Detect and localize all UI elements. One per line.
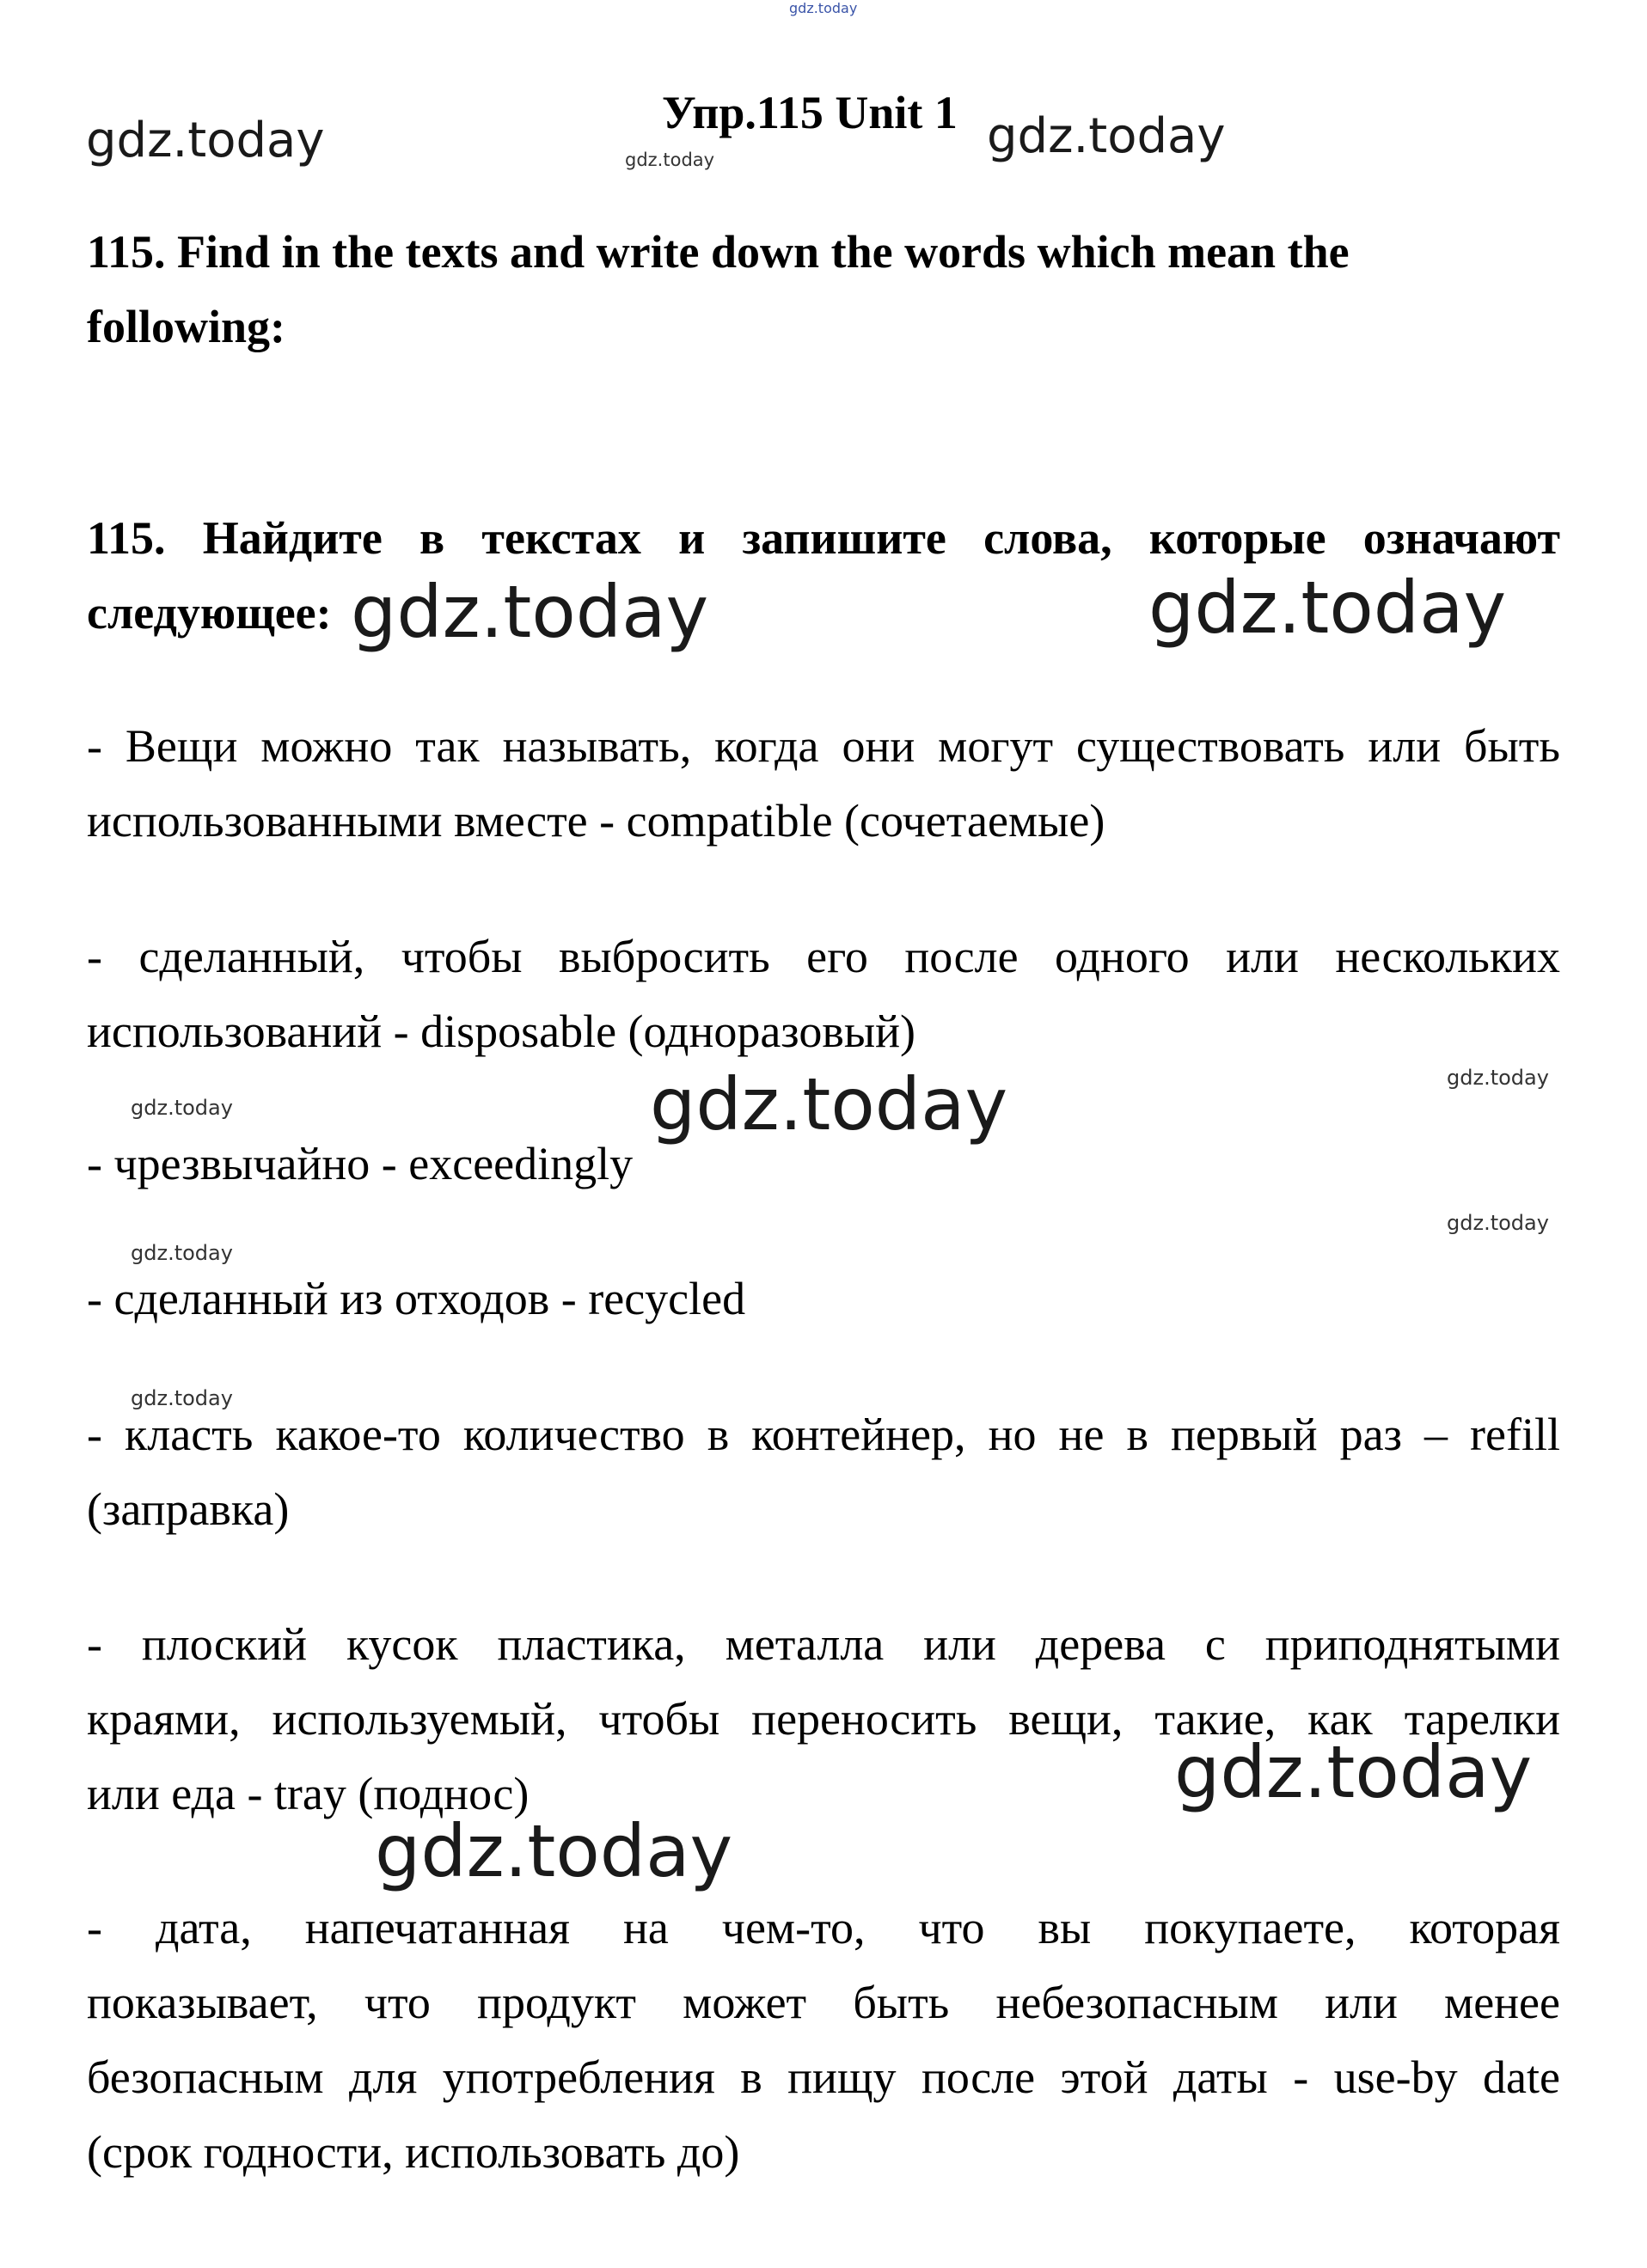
watermark: gdz.today [131,1386,233,1410]
list-item-line: использованными вместе - compatible (сочетаемые) [87,795,1105,847]
list-item [87,1262,1560,1336]
list-item-line: - сделанный из отходов - recycled [87,1273,746,1324]
list-item-line: использований - disposable (одноразовый) [87,1006,915,1057]
list-item-line: или еда - tray (поднос) [87,1768,530,1819]
task-russian [87,501,1560,654]
task-english [87,215,1560,364]
task-english-line: 115. Find in the texts and write down the words which mean the [87,226,1350,278]
list-item-line: безопасным для употребления в пищу после этой даты - use-by date [87,2051,1560,2103]
watermark: gdz.today [1148,565,1507,650]
watermark: gdz.today [131,1096,233,1120]
page-title: Упр.115 Unit 1 [662,87,958,138]
watermark: gdz.today [625,150,715,170]
list-item [87,1607,1560,1831]
list-item-line: показывает, что продукт может быть небезопасным или менее [87,1977,1560,2028]
list-item-line: (срок годности, использовать до) [87,2126,740,2178]
task-russian-line: 115. Найдите в текстах и запишите слова, которые означают [87,512,1560,564]
list-item-line: краями, используемый, чтобы переносить вещи, такие, как тарелки [87,1693,1560,1745]
list-item [87,709,1560,859]
list-item-line: - класть какое-то количество в контейнер, но не в первый раз – refill [87,1409,1560,1460]
list-item-line: - Вещи можно так называть, когда они могут существовать или быть [87,720,1560,772]
watermark: gdz.today [650,1062,1008,1146]
watermark: gdz.today [789,0,858,16]
list-item [87,1127,1560,1201]
list-item-line: - сделанный, чтобы выбросить его после одного или нескольких [87,931,1560,982]
watermark: gdz.today [375,1809,733,1893]
list-item-line: - дата, напечатанная на чем-то, что вы покупаете, которая [87,1902,1560,1953]
watermark: gdz.today [1447,1066,1549,1090]
task-russian-line: следующее: [87,587,332,639]
list-item [87,920,1560,1069]
list-item [87,1397,1560,1547]
list-item [87,1891,1560,2190]
list-item-line: - плоский кусок пластика, металла или дерева с приподнятыми [87,1618,1560,1670]
task-english-line: following: [87,301,286,352]
list-item-line: (заправка) [87,1483,290,1535]
watermark: gdz.today [1174,1730,1533,1814]
watermark: gdz.today [351,570,709,654]
list-item-line: - чрезвычайно - exceedingly [87,1138,634,1189]
watermark: gdz.today [1447,1211,1549,1235]
watermark: gdz.today [987,108,1226,164]
watermark: gdz.today [131,1241,233,1265]
watermark: gdz.today [86,113,325,168]
